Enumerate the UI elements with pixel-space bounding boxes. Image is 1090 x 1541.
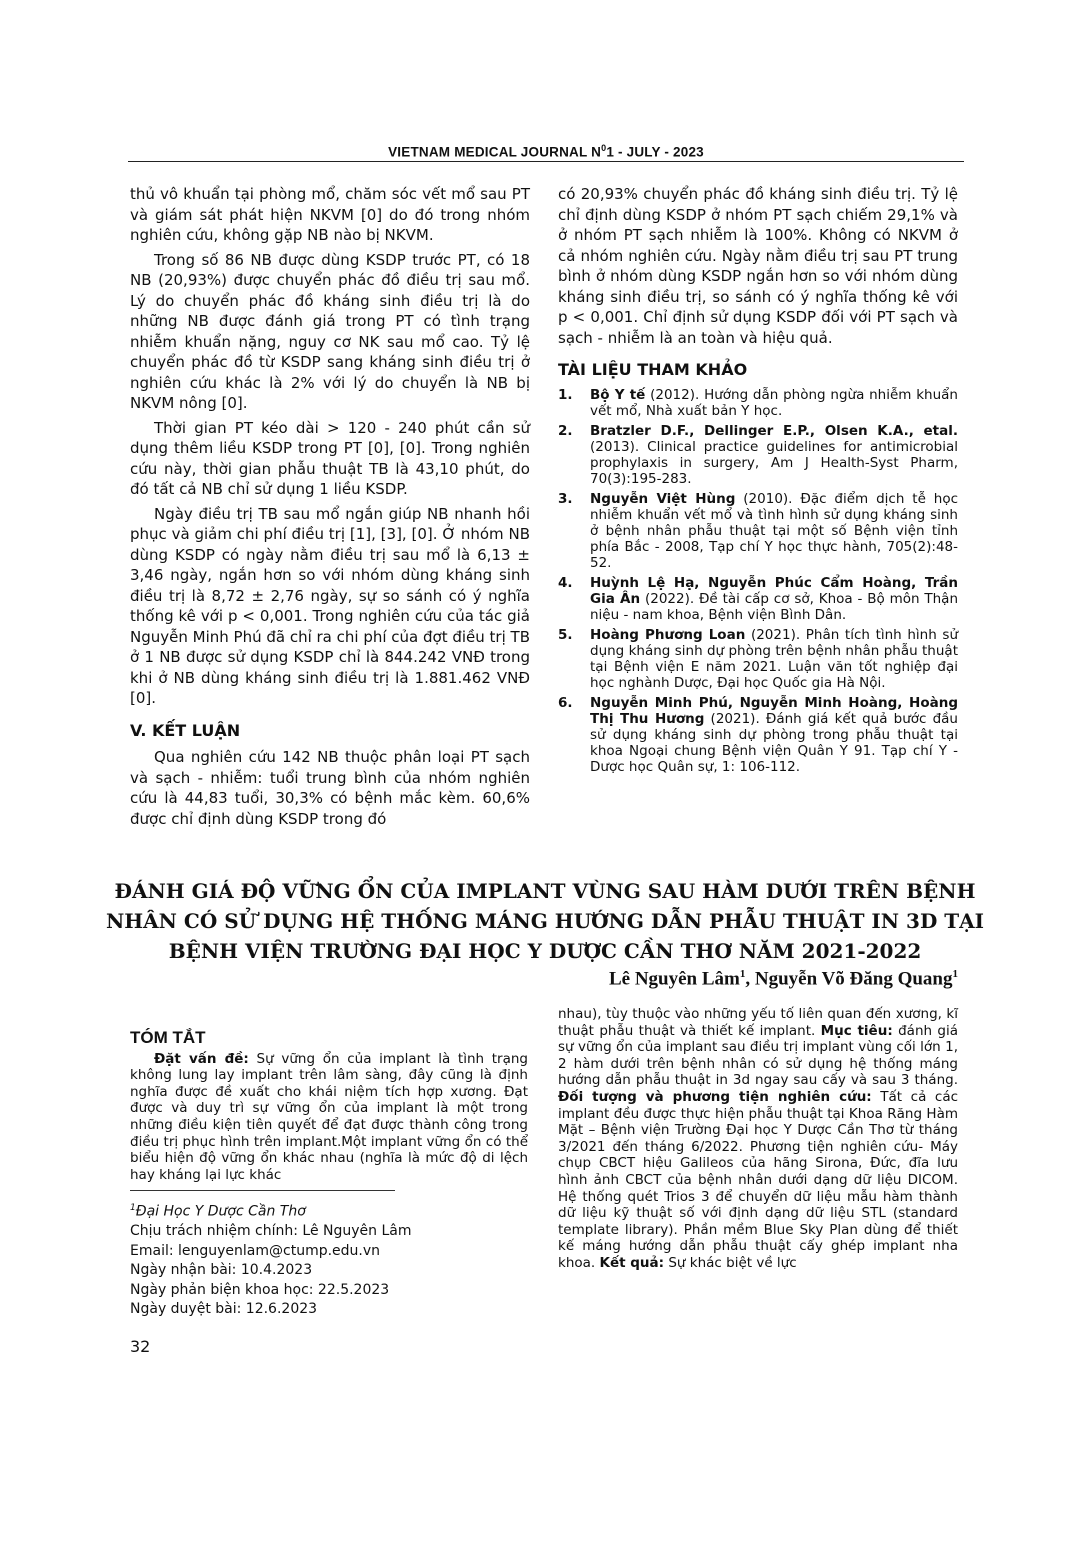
reference-item: 5. Hoàng Phương Loan (2021). Phân tích tình hình sử dụng kháng sinh dự phòng trên bệnh nhân phẫu thuật tại Bệnh viện E năm 2021. Luận văn tốt nghiệp đại học nghành Dược, Đại học Quốc gia Hà Nội. (558, 626, 958, 691)
author-name: Lê Nguyên Lâm (608, 968, 740, 990)
abstract-text: nhau), tùy thuộc vào những yếu tố liên quan đến xương, kĩ thuật phẫu thuật và thiết kế implant. Mục tiêu: đánh giá sự vững ổn của implant sau điều trị implant vùng cối lớn 1, 2 hàm dưới trên bệnh nhân có sử dụng hệ thống máng hướng dẫn phẫu thuật in 3d ngay sau cấy và sau 3 tháng. Đối tượng và phương tiện nghiên cứu: Tất cả các implant đều được thực hiện phẫu thuật tại Khoa Răng Hàm Mặt – Bệnh viện Trường Đại học Y Dược Cần Thơ từ tháng 3/2021 đến tháng 6/2022. Phương tiện nghiên cứu- Máy chụp CBCT hiệu Galileos của hãng Sirona, Đức, đĩa lưu hình ảnh CBCT của bệnh nhân dưới dạng dữ liệu DICOM. Hệ thống quét Trios 3 để chuyển dữ liệu mẫu hàm thành dữ liệu kỹ thuật số với định dạng dữ liệu STL (standard template library). Phần mềm Blue Sky Plan dùng để thiết kế máng hướng dẫn phẫu thuật cấy ghép implant nha khoa. Kết quả: Sự khác biệt về lực (558, 1006, 959, 1271)
paragraph: có 20,93% chuyển phác đồ kháng sinh điều trị. Tỷ lệ chỉ định dùng KSDP ở nhóm PT sạch chiếm 29,1% và ở nhóm PT sạch nhiễm là 100%. Không có NKVM ở cả nhóm nghiên cứu. Ngày nằm điều trị sau PT trung bình ở nhóm dùng KSDP ngắn hơn so với nhóm dùng kháng sinh điều trị, so sánh có ý nghĩa thống kê với p < 0,001. Chỉ định sử dụng KSDP đối với PT sạch và sạch - nhiễm là an toàn và hiệu quả. (558, 185, 958, 347)
author-line: Lê Nguyên Lâm$^1$, Nguyễn Võ Đăng Quang$^1$ (608, 968, 958, 990)
reference-list (558, 387, 958, 775)
section-heading-references: TÀI LIỆU THAM KHẢO (558, 360, 748, 379)
header-sup: 0 (601, 143, 607, 153)
header-text: VIETNAM MEDICAL JOURNAL N (388, 144, 602, 160)
abstract-left (130, 1030, 528, 1183)
header-date: 1 - JULY - 2023 (606, 144, 704, 160)
date-received: Ngày nhận bài: 10.4.2023 (130, 1262, 313, 1279)
date-accepted: Ngày duyệt bài: 12.6.2023 (130, 1301, 318, 1318)
abstract-text: Đặt vấn đề: Sự vững ổn của implant là tình trạng không lung lay implant trên lâm sàng, đây cũng là định nghĩa được đề xuất cho khái niệm tích hợp xương. Đạt được và duy trì sự vững ổn của implant là một trong những điều kiện tiên quyết để đạt được thành công trong điều trị phục hình trên implant.Một implant vững ổn có thể biểu hiện độ vững ổn khác nhau (nghĩa là mức độ di lệch hay kháng lại lực khác (130, 1050, 528, 1183)
paragraph: Thời gian PT kéo dài > 120 - 240 phút cần sử dụng thêm liều KSDP trong PT [0], [0]. Trong nghiên cứu này, thời gian phẫu thuật TB là 43,10 phút, do đó tất cả NB chỉ sử dụng 1 liều KSDP. (130, 418, 530, 498)
reference-item: 6. Nguyễn Minh Phú, Nguyễn Minh Hoàng, Hoàng Thị Thu Hương (2021). Đánh giá kết quả bước đầu sử dụng kháng sinh dự phòng trong phẫu thuật tại khoa Ngoại chung Bệnh viện Quân Y 91. Tạp chí Y - Dược học Quân sự, 1: 106-112. (558, 694, 958, 775)
page-number: 32 (130, 1337, 151, 1356)
article-title: ĐÁNH GIÁ ĐỘ VỮNG ỔN CỦA IMPLANT VÙNG SAU HÀM DƯỚI TRÊN BỆNH NHÂN CÓ SỬ DỤNG HỆ THỐNG MÁNG HƯỚNG DẪN PHẪU THUẬT IN 3D TẠI BỆNH VIỆN TRƯỜNG ĐẠI HỌC Y DƯỢC CẦN THƠ NĂM 2021-2022 (105, 879, 985, 963)
abstract-heading: TÓM TẮT (130, 1028, 206, 1047)
paragraph: Ngày điều trị TB sau mổ ngắn giúp NB nhanh hồi phục và giảm chi phí điều trị [1], [3], [0]. Ở nhóm NB dùng KSDP có ngày nằm điều trị sau mổ là 6,13 ± 3,46 ngày, ngắn hơn so với nhóm dùng kháng sinh điều trị là 8,72 ± 2,76 ngày, sự so sánh có ý nghĩa thống kê với p < 0,001. Trong nghiên cứu của tác giả Nguyễn Minh Phú đã chỉ ra chi phí của đợt điều trị TB ở 1 NB được sử dụng KSDP chỉ là 844.242 VNĐ trong khi ở NB dùng kháng sinh điều trị là 1.881.462 VNĐ [0]. (130, 504, 530, 707)
reference-item: 3. Nguyễn Việt Hùng (2010). Đặc điểm dịch tễ học nhiễm khuẩn vết mổ và tình hình sử dụng kháng sinh ở bệnh nhân phẫu thuật tại một số Bệnh viện tỉnh phía Bắc - 2008, Tạp chí Y học thực hành, 705(2):48-52. (558, 490, 959, 571)
footnote-rule (130, 1190, 395, 1191)
header-rule (128, 161, 964, 162)
right-column (558, 184, 958, 779)
section-heading-conclusion: V. KẾT LUẬN (130, 720, 241, 740)
author-name: Nguyễn Võ Đăng Quang (754, 968, 953, 990)
left-column (130, 184, 530, 833)
responsible-author: Chịu trách nhiệm chính: Lê Nguyên Lâm (130, 1223, 412, 1240)
paragraph: thủ vô khuẩn tại phòng mổ, chăm sóc vết mổ sau PT và giám sát phát hiện NKVM [0] do đó trong nhóm nghiên cứu, không gặp NB nào bị NKVM. (130, 185, 530, 244)
date-reviewed: Ngày phản biện khoa học: 22.5.2023 (130, 1281, 390, 1298)
affiliation: $^1$Đại Học Y Dược Cần Thơ (130, 1203, 306, 1220)
running-header (128, 143, 964, 160)
paragraph: Trong số 86 NB được dùng KSDP trước PT, có 18 NB (20,93%) được chuyển phác đồ điều trị sau mổ. Lý do chuyển phác đồ kháng sinh điều trị là do những NB được đánh giá trong PT có tình trạng nhiễm khuẩn nặng, nguy cơ NK sau mổ cao. Tỷ lệ chuyển phác đồ từ KSDP sang kháng sinh điều trị ở nghiên cứu khác là 2% với lý do chuyển là NB bị NKVM nông [0]. (130, 250, 530, 412)
reference-item: 2. Bratzler D.F., Dellinger E.P., Olsen K.A., etal. (2013). Clinical practice guidelines for antimicrobial prophylaxis in surgery, Am J Health-Syst Pharm, 70(3):195-283. (558, 422, 958, 487)
email: Email: lenguyenlam@ctump.edu.vn (130, 1242, 381, 1259)
footnote (130, 1199, 530, 1320)
reference-item: 4. Huỳnh Lệ Hạ, Nguyễn Phúc Cẩm Hoàng, Trần Gia Ân (2022). Đề tài cấp cơ sở, Khoa - Bộ môn Thận niệu - nam khoa, Bệnh viện Bình Dân. (558, 574, 958, 623)
abstract-right (558, 1006, 958, 1272)
reference-item: 1. Bộ Y tế (2012). Hướng dẫn phòng ngừa nhiễm khuẩn vết mổ, Nhà xuất bản Y học. (558, 386, 958, 419)
paragraph: Qua nghiên cứu 142 NB thuộc phân loại PT sạch và sạch - nhiễm: tuổi trung bình của nhóm nghiên cứu là 44,83 tuổi, 30,3% có bệnh mắc kèm. 60,6% được chỉ định dùng KSDP trong đó (130, 748, 530, 828)
